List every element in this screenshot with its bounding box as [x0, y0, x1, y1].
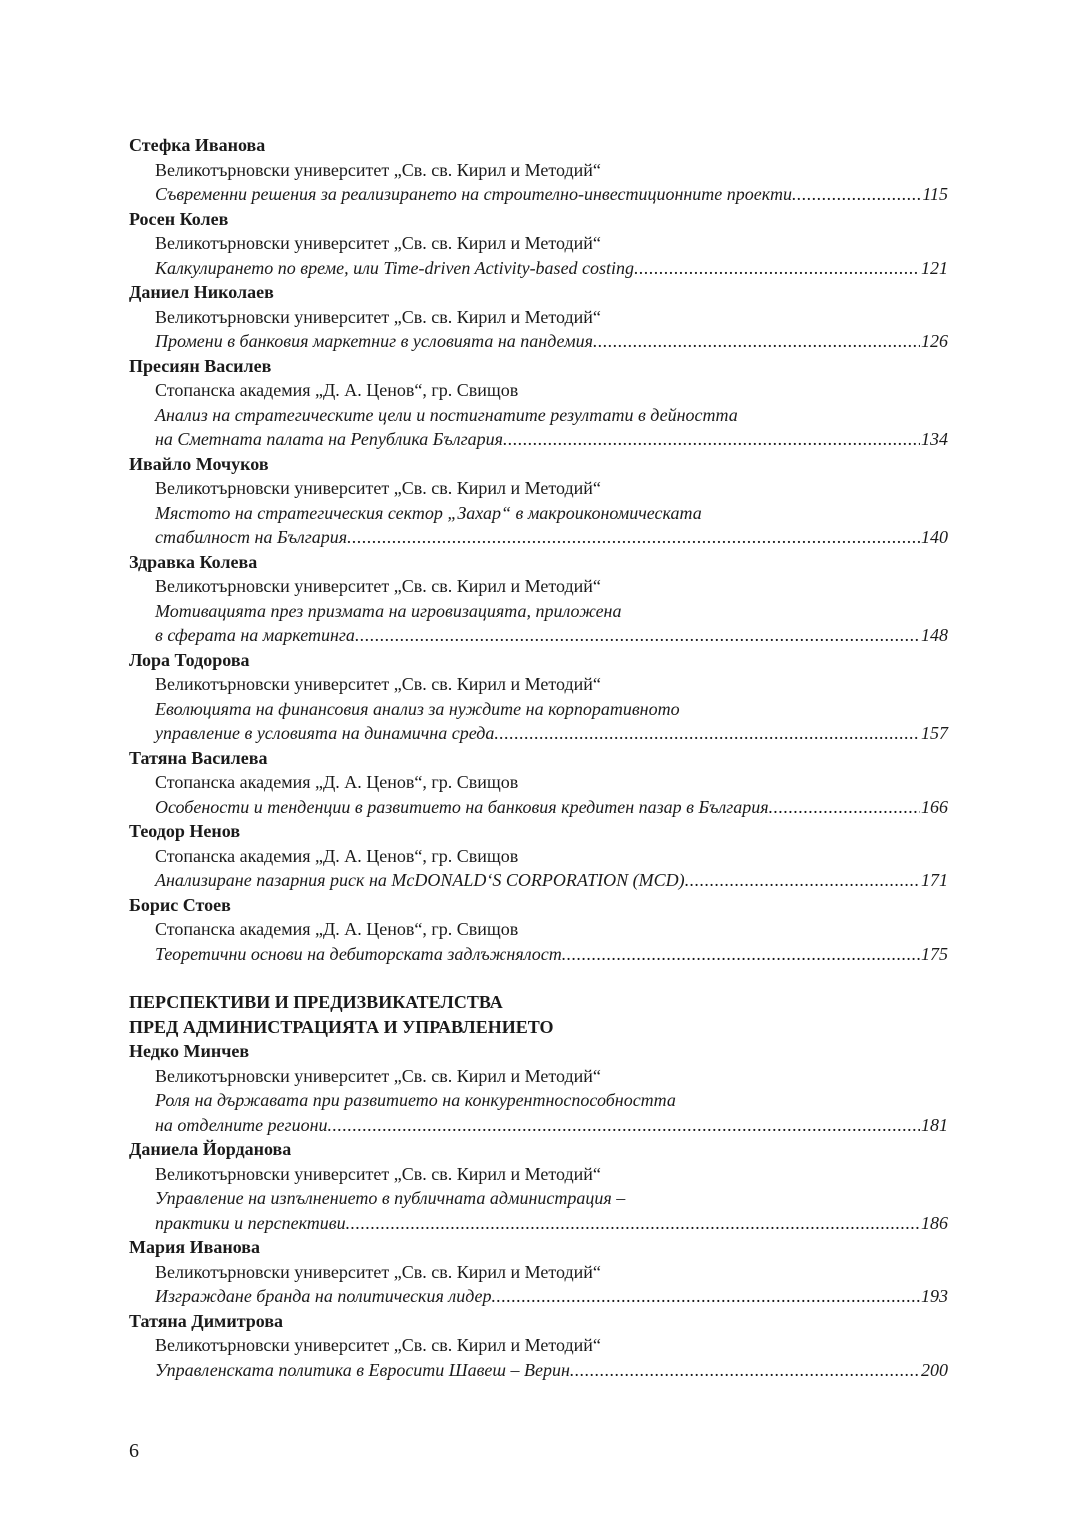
entry-page-number: 121	[921, 257, 948, 278]
entry-author: Стефка Иванова	[129, 135, 266, 155]
entry-title-line	[129, 1284, 948, 1309]
dot-leader	[328, 1113, 920, 1138]
entry-title: стабилност на България	[155, 527, 348, 547]
entry-title-line	[129, 1358, 948, 1383]
entry-page-number: 140	[921, 527, 948, 547]
section-heading: ПРЕД АДМИНИСТРАЦИЯТА И УПРАВЛЕНИЕТО	[129, 1016, 554, 1037]
dot-leader	[355, 623, 920, 648]
entry-affiliation: Великотърновски университет „Св. св. Кирил и Методий“	[155, 306, 601, 327]
entry-affiliation: Стопанска академия „Д. А. Ценов“, гр. Свищов	[155, 380, 519, 400]
entry-title-line	[129, 868, 948, 893]
entry-title-line	[129, 1113, 948, 1138]
entry-affiliation: Великотърновски университет „Св. св. Кирил и Методий“	[155, 159, 601, 180]
entry-title-line	[129, 427, 948, 452]
entry-page-number: 181	[921, 1114, 948, 1135]
entry-title: Мястото на стратегическия сектор „Захар“ в макроикономическата	[155, 502, 702, 523]
toc-entry[interactable]	[129, 746, 948, 820]
entry-affiliation: Великотърновски университет „Св. св. Кирил и Методий“	[155, 478, 601, 498]
dot-leader	[634, 256, 920, 281]
toc-entry[interactable]	[129, 452, 948, 550]
entry-title-line	[129, 525, 948, 550]
toc-entry[interactable]	[129, 1137, 948, 1235]
entry-author: Татяна Димитрова	[129, 1310, 284, 1331]
entry-page-number: 200	[921, 1359, 948, 1380]
entry-title: Анализиране пазарния риск на McDONALD‘S CORPORATION (MCD)	[155, 870, 685, 890]
dot-leader	[685, 868, 920, 893]
entry-affiliation: Стопанска академия „Д. А. Ценов“, гр. Свищов	[155, 845, 519, 866]
toc-entry[interactable]	[129, 354, 948, 452]
entry-title-line	[129, 329, 948, 354]
toc-entry[interactable]	[129, 133, 948, 207]
entry-title-line	[129, 795, 948, 820]
entry-title-line	[129, 721, 948, 746]
entry-title: Роля на държавата при развитието на конкурентноспособността	[155, 1090, 676, 1110]
entry-affiliation: Великотърновски университет „Св. св. Кирил и Методий“	[155, 1065, 601, 1086]
entry-author: Борис Стоев	[129, 894, 231, 915]
toc-entry[interactable]	[129, 819, 948, 893]
toc-entry[interactable]	[129, 1309, 948, 1383]
entry-title: Особености и тенденции в развитието на банковия кредитен пазар в България	[155, 796, 769, 817]
entry-author: Мария Иванова	[129, 1237, 260, 1257]
entry-author: Лора Тодорова	[129, 649, 250, 670]
dot-leader	[593, 329, 920, 354]
entry-affiliation: Великотърновски университет „Св. св. Кирил и Методий“	[155, 233, 601, 253]
toc-entry[interactable]	[129, 1235, 948, 1309]
entry-title: Теоретични основи на дебиторската задлъжнялост	[155, 943, 562, 964]
entry-page-number: 126	[921, 331, 948, 351]
entry-title: Съвременни решения за реализирането на строително-инвестиционните проекти	[155, 184, 792, 204]
toc-entry[interactable]	[129, 893, 948, 967]
entry-title: Мотивацията през призмата на игровизацията, приложена	[155, 600, 622, 621]
entry-title: на Сметната палата на Република България	[155, 429, 503, 449]
page-number: 6	[129, 1440, 139, 1462]
entry-title-line	[129, 256, 948, 281]
section-heading: ПЕРСПЕКТИВИ И ПРЕДИЗВИКАТЕЛСТВА	[129, 992, 503, 1012]
entry-title: управление в условията на динамична среда	[155, 723, 495, 743]
dot-leader	[792, 182, 921, 207]
entry-title-line	[129, 623, 948, 648]
entry-title: Калкулирането по време, или Time-driven Activity-based costing	[155, 257, 635, 278]
toc-entry[interactable]	[129, 280, 948, 354]
entry-title-line	[129, 942, 948, 967]
entry-author: Даниела Йорданова	[129, 1139, 292, 1159]
entry-author: Росен Колев	[129, 208, 229, 229]
entry-page-number: 186	[921, 1212, 948, 1233]
toc-entry[interactable]	[129, 1039, 948, 1137]
entry-title-line	[129, 1211, 948, 1236]
dot-leader	[570, 1358, 920, 1383]
dot-leader	[347, 525, 920, 550]
entry-affiliation: Великотърновски университет „Св. св. Кирил и Методий“	[155, 1261, 601, 1282]
entry-page-number: 115	[922, 184, 948, 204]
entry-affiliation: Великотърновски университет „Св. св. Кирил и Методий“	[155, 674, 601, 694]
entry-page-number: 166	[921, 796, 948, 817]
entry-title: на отделните региони	[155, 1114, 328, 1135]
entry-author: Татяна Василева	[129, 747, 268, 768]
entry-affiliation: Стопанска академия „Д. А. Ценов“, гр. Свищов	[155, 919, 519, 939]
entry-title: Изграждане бранда на политическия лидер	[155, 1286, 492, 1306]
entry-author: Теодор Ненов	[129, 821, 241, 841]
entry-page-number: 175	[921, 943, 948, 964]
dot-leader	[494, 721, 920, 746]
entry-page-number: 157	[921, 723, 948, 743]
entry-page-number: 171	[921, 870, 948, 890]
entry-affiliation: Великотърновски университет „Св. св. Кирил и Методий“	[155, 1163, 601, 1184]
entry-affiliation: Великотърновски университет „Св. св. Кирил и Методий“	[155, 576, 601, 596]
toc-entry[interactable]	[129, 648, 948, 746]
entry-page-number: 134	[921, 429, 948, 449]
entry-page-number: 193	[921, 1286, 948, 1306]
entry-author: Пресиян Василев	[129, 355, 272, 376]
dot-leader	[346, 1211, 920, 1236]
dot-leader	[562, 942, 920, 967]
dot-leader	[769, 795, 920, 820]
entry-author: Здравка Колева	[129, 551, 258, 572]
entry-affiliation: Великотърновски университет „Св. св. Кирил и Методий“	[155, 1335, 601, 1355]
entry-title: практики и перспективи	[155, 1212, 346, 1233]
dot-leader	[492, 1284, 920, 1309]
entry-affiliation: Стопанска академия „Д. А. Ценов“, гр. Свищов	[155, 772, 519, 792]
entry-author: Даниел Николаев	[129, 282, 274, 302]
entry-title: в сферата на маркетинга	[155, 625, 355, 645]
entry-title: Промени в банковия маркетниг в условията на пандемия	[155, 331, 593, 351]
entry-author: Недко Минчев	[129, 1041, 250, 1061]
entry-title: Анализ на стратегическите цели и постигнатите резултати в дейността	[155, 404, 738, 425]
entry-author: Ивайло Мочуков	[129, 453, 269, 474]
toc-entry[interactable]	[129, 550, 948, 648]
entry-title: Еволюцията на финансовия анализ за нуждите на корпоративното	[155, 698, 680, 719]
entry-title-line	[129, 182, 948, 207]
table-of-contents	[129, 133, 948, 1382]
entry-page-number: 148	[921, 625, 948, 645]
toc-entry[interactable]	[129, 207, 948, 281]
dot-leader	[503, 427, 920, 452]
entry-title: Управленската политика в Евросити Шавеш – Верин	[155, 1359, 570, 1380]
entry-title: Управление на изпълнението в публичната администрация –	[155, 1188, 626, 1208]
